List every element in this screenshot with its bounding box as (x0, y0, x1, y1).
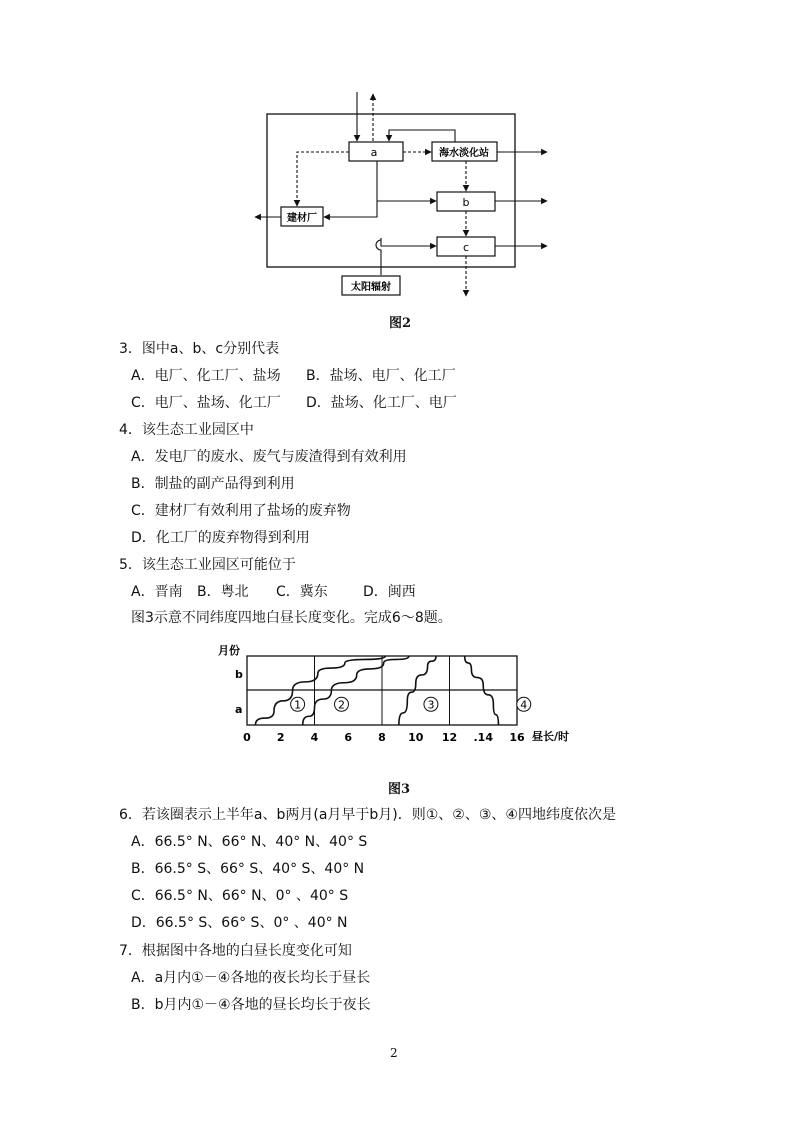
chart-y-category-b: b (235, 668, 243, 681)
figure-2-caption: 图2 (389, 316, 412, 331)
q5-option-b[interactable]: B．粤北 (197, 584, 249, 600)
node-desalination-label: 海水淡化站 (439, 148, 489, 159)
chart-series-label: 2 (338, 698, 345, 712)
node-a-label: a (370, 146, 378, 159)
chart-y-category-a: a (235, 703, 243, 716)
chart-series-label: 1 (294, 698, 302, 712)
figure-3-caption: 图3 (388, 782, 411, 797)
chart-series-label: 4 (520, 698, 528, 712)
q4-stem: 4．该生态工业园区中 (119, 422, 254, 438)
q4-option-d[interactable]: D．化工厂的废弃物得到利用 (131, 530, 310, 546)
q4-option-b[interactable]: B．制盐的副产品得到利用 (131, 476, 295, 492)
q3-option-d[interactable]: D．盐场、化工厂、电厂 (306, 395, 457, 411)
q5-stem: 5．该生态工业园区可能位于 (119, 557, 296, 573)
figure-3-intro: 图3示意不同纬度四地白昼长度变化。完成6～8题。 (131, 610, 452, 626)
q6-option-d[interactable]: D．66.5° S、66° S、0° 、40° N (131, 915, 348, 931)
chart-x-tick-label: 12 (441, 731, 458, 744)
chart-x-tick-label: 8 (378, 731, 386, 744)
q7-option-a[interactable]: A．a月内①－④各地的夜长均长于昼长 (131, 970, 371, 986)
q4-option-c[interactable]: C．建材厂有效利用了盐场的废弃物 (131, 503, 351, 519)
node-building-label: 建材厂 (287, 213, 317, 224)
chart-x-tick-label: 6 (344, 731, 353, 744)
chart-x-tick-label: 16 (509, 731, 525, 744)
node-solar-label: 太阳辐射 (351, 282, 391, 293)
q7-option-b[interactable]: B．b月内①－④各地的昼长均长于夜长 (131, 997, 371, 1013)
chart-x-tick-label: .14 (473, 731, 493, 744)
chart-x-tick-label: 2 (276, 731, 285, 744)
q5-option-c[interactable]: C．冀东 (276, 584, 328, 600)
chart-xlabel: 昼长/时 (532, 730, 570, 743)
q3-stem: 3．图中a、b、c分别代表 (119, 341, 280, 357)
flow-arrows (255, 92, 547, 296)
chart-series-label: 3 (427, 698, 435, 712)
q6-option-a[interactable]: A．66.5° N、66° N、40° N、40° S (131, 834, 368, 850)
figure-2-diagram (245, 88, 565, 303)
chart-x-tick-label: 0 (243, 731, 251, 744)
chart-x-tick-label: 10 (408, 731, 424, 744)
q4-option-a[interactable]: A．发电厂的废水、废气与废渣得到有效利用 (131, 449, 407, 465)
node-b-label: b (462, 196, 470, 209)
q6-stem: 6．若该圈表示上半年a、b两月(a月早于b月)．则①、②、③、④四地纬度依次是 (119, 807, 616, 823)
q3-option-a[interactable]: A．电厂、化工厂、盐场 (131, 368, 281, 384)
q5-option-a[interactable]: A．晋南 (131, 584, 183, 600)
chart-x-tick-label: 4 (310, 731, 319, 744)
chart-ylabel: 月份 (218, 644, 240, 657)
page-number: 2 (390, 1046, 398, 1060)
q3-option-c[interactable]: C．电厂、盐场、化工厂 (131, 395, 281, 411)
q6-option-c[interactable]: C．66.5° N、66° N、0° 、40° S (131, 888, 349, 904)
q7-stem: 7．根据图中各地的白昼长度变化可知 (119, 943, 352, 959)
q3-option-b[interactable]: B．盐场、电厂、化工厂 (306, 368, 456, 384)
q5-option-d[interactable]: D．闽西 (363, 584, 416, 600)
node-c-label: c (462, 241, 470, 254)
q6-option-b[interactable]: B．66.5° S、66° S、40° S、40° N (131, 861, 365, 877)
figure-3-chart (215, 638, 595, 746)
